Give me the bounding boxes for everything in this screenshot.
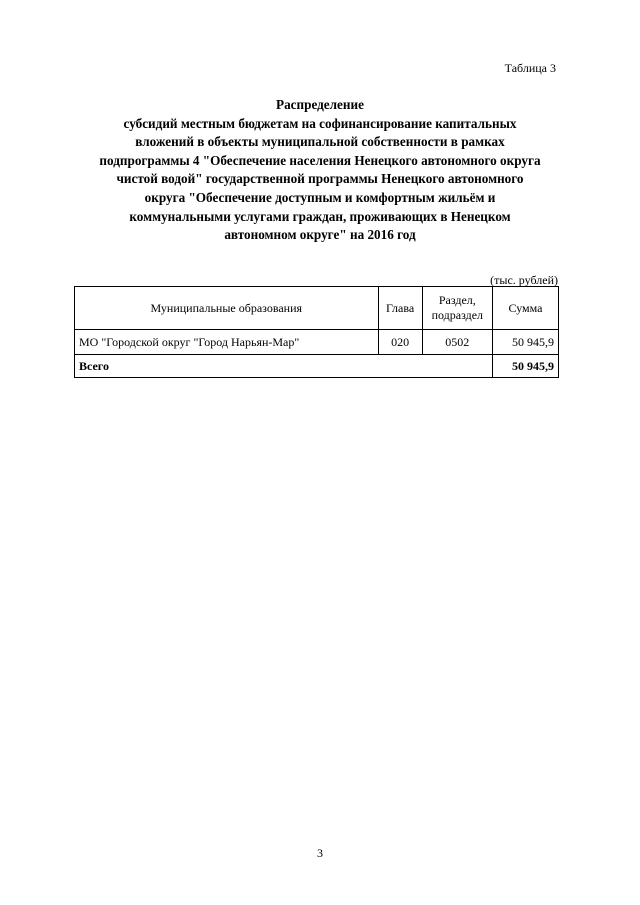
total-label: Всего — [75, 355, 493, 378]
cell-section: 0502 — [422, 330, 492, 355]
header-municipality: Муниципальные образования — [75, 287, 379, 330]
header-sum: Сумма — [492, 287, 558, 330]
title-line: вложений в объекты муниципальной собственности в рамках — [135, 134, 505, 150]
table-row — [75, 330, 559, 355]
header-section-line2: подраздел — [431, 308, 484, 322]
unit-label: (тыс. рублей) — [490, 273, 558, 287]
total-sum: 50 945,9 — [492, 355, 558, 378]
cell-sum: 50 945,9 — [492, 330, 558, 355]
title-line: коммунальными услугами граждан, проживающих в Ненецком — [129, 208, 511, 224]
title-line: подпрограммы 4 "Обеспечение населения Ненецкого автономного округа — [99, 152, 541, 168]
title-line: автономном округе" на 2016 год — [224, 227, 416, 243]
cell-municipality: МО "Городской округ "Город Нарьян-Мар" — [75, 330, 379, 355]
distribution-table — [74, 286, 559, 378]
title-line: чистой водой" государственной программы Ненецкого автономного — [116, 171, 524, 187]
document-title — [70, 96, 570, 245]
table-header-row — [75, 287, 559, 330]
header-section-line1: Раздел, — [438, 293, 476, 307]
total-row — [75, 355, 559, 378]
page-number: 3 — [317, 846, 323, 860]
cell-chapter: 020 — [378, 330, 422, 355]
header-chapter: Глава — [378, 287, 422, 330]
title-line: субсидий местным бюджетам на софинансирование капитальных — [123, 115, 517, 131]
table-number-label: Таблица 3 — [504, 61, 556, 75]
title-line: Распределение — [276, 97, 364, 112]
header-section — [422, 287, 492, 330]
title-line: округа "Обеспечение доступным и комфортным жильём и — [144, 189, 496, 205]
